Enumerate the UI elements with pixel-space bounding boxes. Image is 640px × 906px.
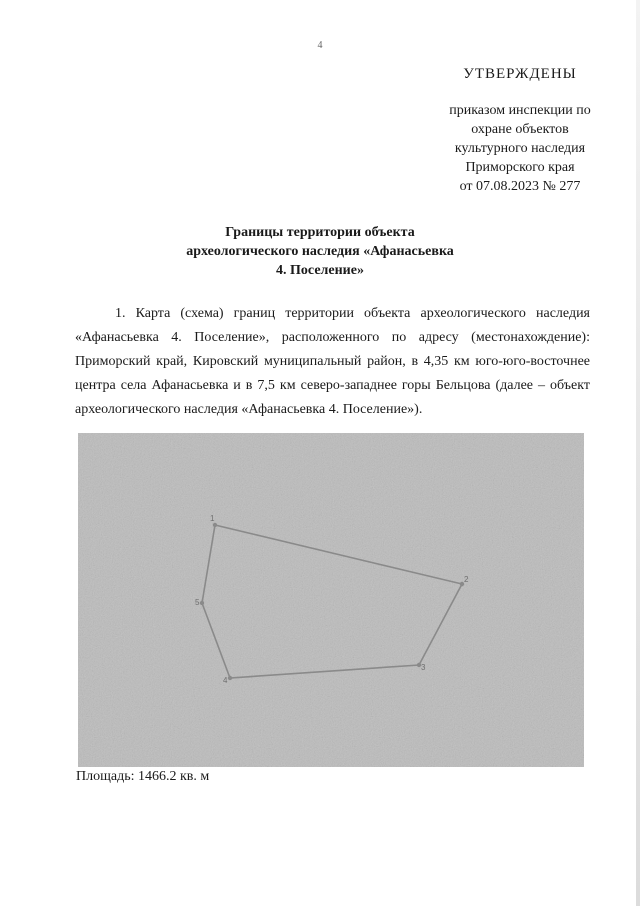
page-edge xyxy=(636,0,640,906)
document-heading xyxy=(150,223,490,280)
vertex-label: 1 xyxy=(210,514,215,523)
approval-line: культурного наследия xyxy=(454,141,586,156)
vertex-marker xyxy=(228,676,232,680)
approval-title: УТВЕРЖДЕНЫ xyxy=(463,66,577,82)
approval-line: приказом инспекции по xyxy=(449,103,591,118)
vertex-label: 2 xyxy=(464,575,469,584)
vertex-label: 5 xyxy=(195,598,200,607)
heading-line: 4. Поселение» xyxy=(276,263,364,278)
approval-date-line: от 07.08.2023 № 277 xyxy=(459,179,581,194)
heading-line: Границы территории объекта xyxy=(225,225,415,240)
boundary-map xyxy=(78,433,584,767)
approval-line: охране объектов xyxy=(471,122,569,137)
approval-line: Приморского края xyxy=(465,160,575,175)
heading-line: археологического наследия «Афанасьевка xyxy=(186,244,454,259)
body-paragraph: 1. Карта (схема) границ территории объекта археологического наследия «Афанасьевка 4. Поселение», расположенного по адресу (местонахождение): Приморский край, Кировский муниципальный район, в 4,35 км юго-юго-восточнее центра села Афанасьевка и в 7,5 км северо-западнее горы Бельцова (далее – объект археологического наследия «Афанасьевка 4. Поселение»). xyxy=(75,306,590,417)
vertex-label: 4 xyxy=(223,676,228,685)
vertex-marker xyxy=(200,601,204,605)
boundary-map-svg xyxy=(78,433,584,767)
area-caption: Площадь: 1466.2 кв. м xyxy=(76,769,210,784)
map-texture xyxy=(78,433,584,767)
approval-block xyxy=(430,101,610,196)
page-number: 4 xyxy=(317,40,323,51)
vertex-label: 3 xyxy=(421,663,426,672)
vertex-marker xyxy=(213,523,217,527)
